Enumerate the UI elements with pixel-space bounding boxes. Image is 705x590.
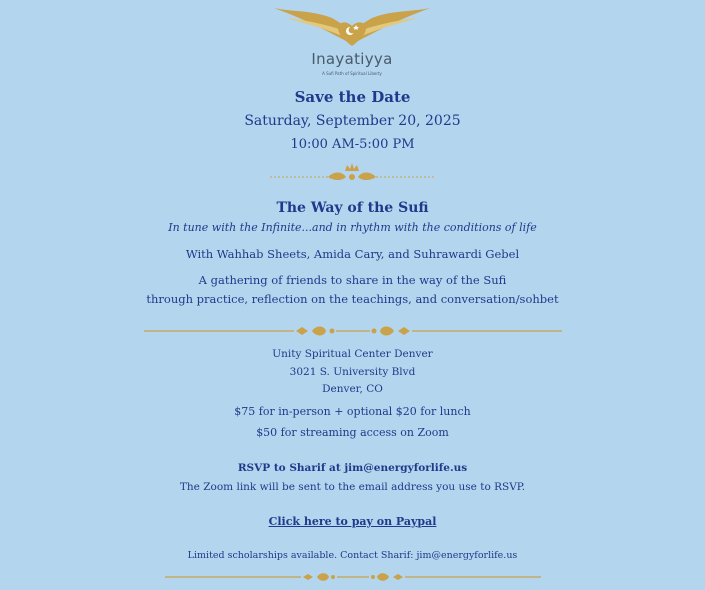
ornament-divider-long — [144, 322, 562, 340]
venue-street: 3021 S. University Blvd — [289, 366, 416, 378]
event-subtitle: In tune with the Infinite...and in rhythm with the conditions of life — [168, 221, 537, 234]
event-description-line-1: A gathering of friends to share in the way of the Sufi — [198, 273, 507, 287]
ornament-divider-bottom — [165, 570, 541, 584]
rsvp-line: RSVP to Sharif at jim@energyforlife.us — [237, 462, 468, 474]
inayatiyya-logo — [272, 4, 432, 80]
event-title: The Way of the Sufi — [276, 200, 429, 216]
scholarship-note: Limited scholarships available. Contact Sharif: jim@energyforlife.us — [187, 550, 518, 561]
save-the-date-heading: Save the Date — [294, 88, 411, 106]
venue-name: Unity Spiritual Center Denver — [272, 348, 433, 360]
logo-wordmark: Inayatiyya — [311, 50, 393, 68]
price-streaming: $50 for streaming access on Zoom — [256, 426, 449, 439]
paypal-link[interactable]: Click here to pay on Paypal — [268, 515, 437, 528]
event-presenters: With Wahhab Sheets, Amida Cary, and Suhrawardi Gebel — [185, 247, 520, 261]
crown-ornament-divider — [268, 162, 436, 184]
winged-heart-icon — [272, 4, 432, 50]
logo-tagline: A Sufi Path of Spiritual Liberty — [322, 71, 382, 76]
event-description-line-2: through practice, reflection on the teachings, and conversation/sohbet — [146, 292, 559, 306]
event-time: 10:00 AM-5:00 PM — [290, 137, 415, 152]
zoom-note: The Zoom link will be sent to the email address you use to RSVP. — [179, 481, 526, 493]
venue-city: Denver, CO — [322, 383, 383, 395]
price-in-person: $75 for in-person + optional $20 for lunch — [234, 405, 471, 418]
event-date: Saturday, September 20, 2025 — [244, 113, 461, 129]
